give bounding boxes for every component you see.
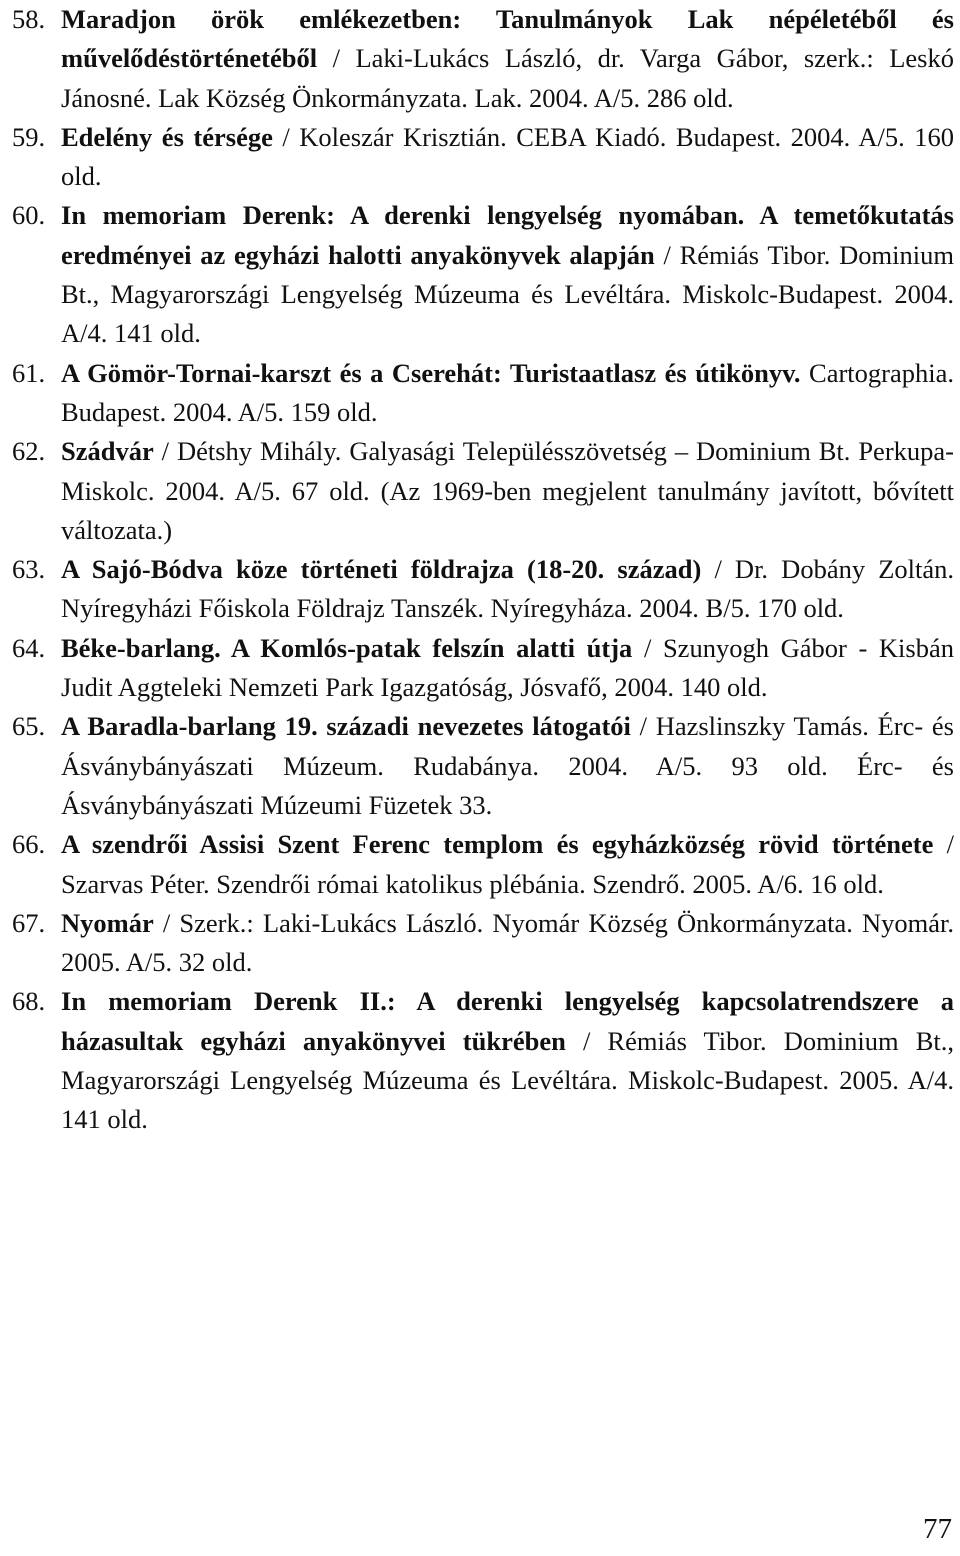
entry-number: 58. [12, 4, 46, 34]
entry-title: Béke-barlang. A Komlós-patak felszín alatti útja [61, 632, 633, 663]
entry-title: A Gömör-Tornai-karszt és a Cserehát: Turistaatlasz és útikönyv. [61, 357, 801, 388]
entry-details: / Hazslinszky Tamás. Érc- és Ásványbányászati Múzeum. Rudabánya. 2004. A/5. 93 old. Érc- és Ásványbányászati Múzeumi Füzetek 33. [61, 711, 954, 820]
entry-number: 68. [12, 986, 46, 1017]
entry-number: 67. [12, 907, 46, 938]
entry-number: 64. [12, 632, 46, 663]
bibliography-entry [12, 629, 954, 708]
entry-details: / Koleszár Krisztián. CEBA Kiadó. Budapest. 2004. A/5. 160 old. [61, 121, 954, 192]
entry-title: A Sajó-Bódva köze történeti földrajza (18-20. század) [61, 554, 702, 585]
bibliography-entry [12, 118, 954, 197]
document-page [12, 0, 954, 1140]
entry-number: 61. [12, 357, 46, 388]
entry-number: 62. [12, 436, 46, 467]
bibliography-entry [12, 196, 954, 353]
entry-number: 59. [12, 121, 46, 152]
entry-title: Nyomár [61, 907, 154, 938]
entry-number: 60. [12, 200, 46, 231]
entry-details: / Rémiás Tibor. Dominium Bt., Magyarországi Lengyelség Múzeuma és Levéltára. Miskolc-Budapest. 2005. A/4. 141 old. [61, 1025, 954, 1135]
entry-title: A szendrői Assisi Szent Ferenc templom és egyházközség rövid története [61, 829, 934, 860]
entry-number: 63. [12, 554, 46, 585]
bibliography-entry [12, 432, 954, 550]
entry-title: Szádvár [61, 436, 154, 467]
bibliography-entry [12, 707, 954, 825]
bibliography-entry [12, 904, 954, 983]
bibliography-entry [12, 0, 954, 118]
entry-title: Maradjon örök emlékezetben: Tanulmányok Lak népéletéből és művelődéstörténetéből [61, 4, 954, 74]
page-number: 77 [923, 1513, 952, 1545]
entry-number: 66. [12, 829, 46, 860]
entry-details: Cartographia. Budapest. 2004. A/5. 159 old. [61, 357, 954, 427]
bibliography-entry [12, 354, 954, 433]
entry-details: / Dr. Dobány Zoltán. Nyíregyházi Főiskola Földrajz Tanszék. Nyíregyháza. 2004. B/5. 170 old. [61, 554, 955, 624]
bibliography-entry [12, 550, 954, 629]
entry-details: / Laki-Lukács László, dr. Varga Gábor, szerk.: Leskó Jánosné. Lak Község Önkormányzata. Lak. 2004. A/5. 286 old. [61, 43, 954, 113]
entry-number: 65. [12, 711, 46, 742]
entry-details: / Détshy Mihály. Galyasági Településszövetség – Dominium Bt. Perkupa-Miskolc. 2004. A/5. 67 old. (Az 1969-ben megjelent tanulmány javított, bővített változata.) [61, 436, 954, 545]
entry-title: In memoriam Derenk II.: A derenki lengyelség kapcsolatrendszere a házasultak egyházi anyakönyvei tükrében [61, 986, 954, 1056]
entry-details: / Szerk.: Laki-Lukács László. Nyomár Község Önkormányzata. Nyomár. 2005. A/5. 32 old. [61, 907, 954, 978]
entry-details: / Szunyogh Gábor - Kisbán Judit Aggteleki Nemzeti Park Igazgatóság, Jósvafő, 2004. 140 old. [61, 632, 954, 703]
entry-title: Edelény és térsége [61, 121, 273, 152]
entry-details: / Szarvas Péter. Szendrői római katolikus plébánia. Szendrő. 2005. A/6. 16 old. [61, 829, 954, 899]
bibliography-entry [12, 982, 954, 1139]
entry-title: In memoriam Derenk: A derenki lengyelség nyomában. A temetőkutatás eredményei az egyházi halotti anyakönyvek alapján [61, 200, 954, 270]
entry-title: A Baradla-barlang 19. századi nevezetes látogatói [61, 711, 631, 742]
bibliography-entry [12, 825, 954, 904]
entry-details: / Rémiás Tibor. Dominium Bt., Magyarországi Lengyelség Múzeuma és Levéltára. Miskolc-Budapest. 2004. A/4. 141 old. [61, 239, 954, 349]
bibliography-list [12, 0, 954, 1140]
